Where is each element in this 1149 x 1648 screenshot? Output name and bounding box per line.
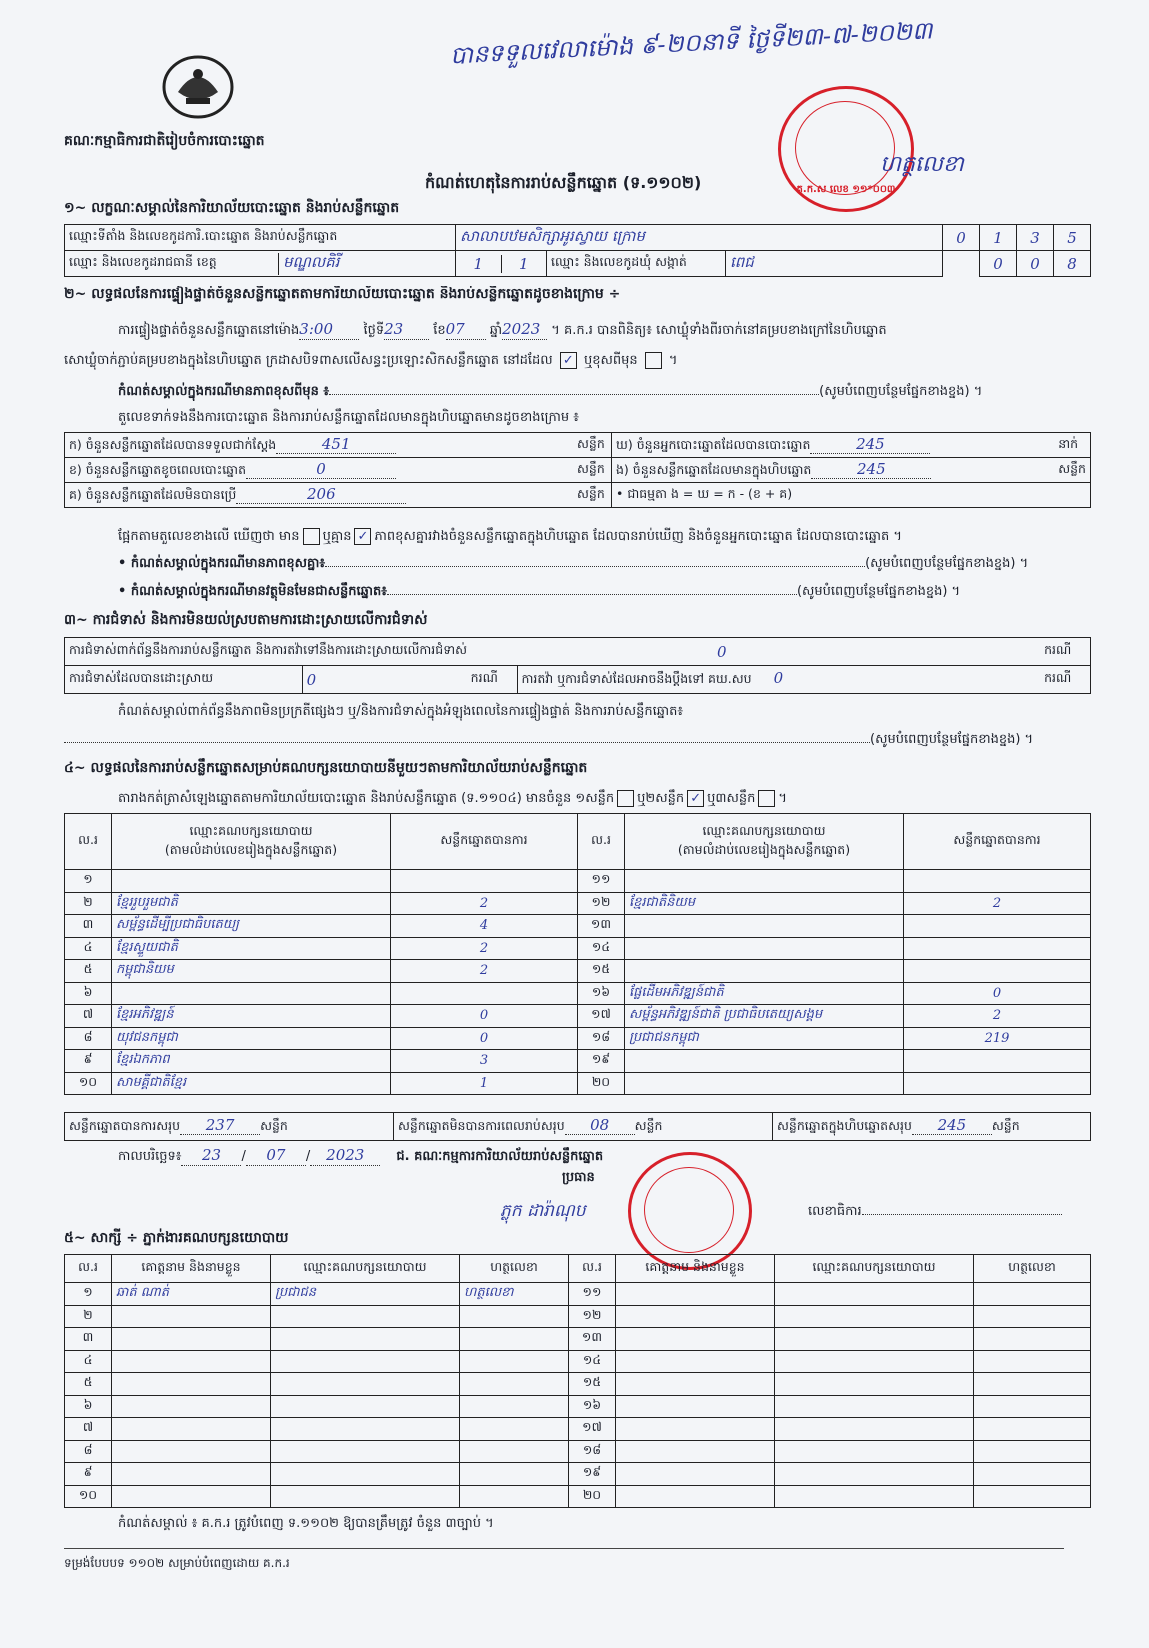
commune-name: ពេជ [726,251,943,277]
results-row [65,937,1091,960]
section5-title: ៥~ សាក្សី ÷ ភ្នាក់ងារគណបក្សនយោបាយ [64,1230,289,1246]
section4-title: ៤~ លទ្ធផលនៃការរាប់សន្លឹកឆ្នោតសម្រាប់គណបក្សនយោបាយនីមួយៗតាមការិយាល័យរាប់សន្លឹកឆ្នោត [64,760,588,776]
row-number: ១៣ [578,915,625,938]
witness-name [112,1328,271,1351]
row-number: ៥ [65,1373,112,1396]
figures-intro: តួលេខទាក់ទងនឹងការបោះឆ្នោត និងការរាប់សន្លឹកឆ្នោតដែលមានក្នុងហិបឆ្នោតមានដូចខាងក្រោម ៖ [118,410,579,425]
different-checkbox[interactable] [645,352,662,369]
row-number: ១ [65,870,112,893]
org-name: គណៈកម្មាធិការជាតិរៀបចំការបោះឆ្នោត [64,133,265,149]
party-name [625,915,904,938]
row-number: ២ [65,892,112,915]
section1-title: ១~ លក្ខណៈសម្គាល់នៃការិយាល័យបោះឆ្នោត និងរាប់សន្លឹកឆ្នោត [64,200,400,216]
party-votes [391,982,578,1005]
row-number: ១០ [65,1485,112,1508]
witness-signature [974,1395,1091,1418]
party-name: ខ្មែររួបរួមជាតិ [112,892,391,915]
party-name [112,982,391,1005]
witness-name [112,1485,271,1508]
witness-row [65,1328,1091,1351]
party-votes [904,915,1091,938]
party-votes: 2 [391,960,578,983]
witness-party [271,1485,460,1508]
formula: • ជាធម្មតា ង = ឃ = ក - (ខ + គ) [612,483,1091,508]
witness-signature [974,1373,1091,1396]
party-votes: 2 [904,892,1091,915]
row-number: ១១ [578,870,625,893]
row-number: ២ [65,1305,112,1328]
party-votes: 0 [391,1005,578,1028]
witness-name [112,1463,271,1486]
party-name: សម្ព័ន្ធអភិវឌ្ឍន៍ជាតិ ប្រជាធិបតេយ្យសង្គម [625,1005,904,1028]
witness-name [112,1373,271,1396]
witness-signature [974,1418,1091,1441]
witness-row [65,1440,1091,1463]
party-votes [391,870,578,893]
party-votes: 0 [391,1027,578,1050]
resolved-count: 0 [302,666,467,694]
party-name [625,870,904,893]
chair-signature: ភ្លុក ដារ៉ាណុប [500,1201,586,1221]
witness-signature [460,1395,569,1418]
party-votes [904,960,1091,983]
commune-code-digit: 0 [980,251,1017,277]
witness-party [775,1440,974,1463]
row-number: ៦ [65,1395,112,1418]
row-number: ៤ [65,937,112,960]
row-number: ៧ [65,1418,112,1441]
results-row [65,892,1091,915]
party-votes [904,937,1091,960]
row-number: ១៧ [569,1418,616,1441]
results-row [65,870,1091,893]
witness-signature [460,1373,569,1396]
province-code-digit: 1 [518,254,529,273]
section3-title: ៣~ ការជំទាស់ និងការមិនយល់ស្របតាមការដោះស្រាយលើការជំទាស់ [64,612,428,628]
party-votes: 3 [391,1050,578,1073]
witness-party [775,1463,974,1486]
row-number: ៨ [65,1027,112,1050]
party-name: ប្រជាជនកម្ពុជា [625,1027,904,1050]
party-votes: 0 [904,982,1091,1005]
row-number: ១៦ [578,982,625,1005]
total-box-value: 245 [912,1116,992,1135]
witness-name: ឆាត់ ណាត់ [112,1283,271,1306]
party-name: សាមគ្គីជាតិខ្មែរ [112,1072,391,1095]
witness-signature [460,1485,569,1508]
witness-row [65,1485,1091,1508]
witness-signature [974,1305,1091,1328]
witness-party [271,1463,460,1486]
witness-name [112,1395,271,1418]
row-number: ៧ [65,1005,112,1028]
row-number: ៥ [65,960,112,983]
seal-check-line: សោឃ្លុំចាក់ភ្ជាប់គម្របខាងក្នុងនៃហិបឆ្នោត ក្រដាសបិទពាសលើសន្ធះប្រឡោះសិកសន្លឹកឆ្នោត នៅដដែល ✓ ឬខុសពីមុន ។ [64,353,678,368]
row-number: ៦ [65,982,112,1005]
witness-name [616,1440,775,1463]
witness-row [65,1395,1091,1418]
row-number: ៣ [65,1328,112,1351]
voters-value: 245 [810,435,930,454]
discrepancy-line: ផ្អែកតាមតួលេខខាងលើ ឃើញថា មាន ឬគ្មាន ✓ ភាពខុសគ្នារវាងចំនួនសន្លឹកឆ្នោតក្នុងហិបឆ្នោត ដែលបានរាប់ឃើញ និងចំនួនអ្នកបោះឆ្នោត ដែលបានបោះឆ្នោត ។ [118,529,902,544]
witness-table: ល.រ គោត្តនាម និងនាមខ្លួន ឈ្មោះគណបក្សនយោបាយ ហត្ថលេខា ល.រ គោត្តនាម និងនាមខ្លួន ឈ្មោះគណបក្សនយោបាយ ហត្ថលេខា ១ ឆាត់ ណាត់ ប្រជាជន ហត្ថលេខា ១១ ២ ១២ ៣ ១៣ ៤ ១៤ ៥ ១៥ ៦ ១៦ ៧ ១៧ ៨ ១៨ ៩ ១៩ ១០ ២០ [64,1254,1091,1508]
witness-party [271,1328,460,1351]
witness-row [65,1418,1091,1441]
party-name: យុវជនកម្ពុជា [112,1027,391,1050]
witness-signature [974,1463,1091,1486]
section2-title: ២~ លទ្ធផលនៃការផ្ទៀងផ្ទាត់ចំនួនសន្លឹកឆ្នោតតាមការិយាល័យបោះឆ្នោត និងរាប់សន្លឹកឆ្នោតដូចខាងក្រោម ÷ [64,286,621,302]
commune-code-digit: 0 [1017,251,1054,277]
note-difference: កំណត់សម្គាល់ក្នុងករណីមានភាពខុសពីមុន ៖ (សូមបំពេញបន្ថែមផ្នែកខាងខ្នង) ។ [118,384,983,399]
witness-signature [460,1328,569,1351]
commune-code-digit: 8 [1054,251,1091,277]
note-discrepancy: • កំណត់សម្គាល់ក្នុងករណីមានភាពខុសគ្នា៖ (សូមបំពេញបន្ថែមផ្នែកខាងខ្នង) ។ [118,556,1029,571]
two-sheets-checkbox[interactable]: ✓ [687,790,704,807]
commune-label: ឈ្មោះ និងលេខកូដឃុំ សង្កាត់ [547,251,726,277]
witness-row [65,1373,1091,1396]
row-number: ១៩ [578,1050,625,1073]
witness-name [616,1373,775,1396]
party-votes: 1 [391,1072,578,1095]
results-row [65,1050,1091,1073]
witness-name [616,1350,775,1373]
total-valid-value: 237 [180,1116,260,1135]
party-votes: 2 [904,1005,1091,1028]
party-name [625,960,904,983]
witness-party [271,1373,460,1396]
official-stamp-bottom [628,1152,752,1270]
witness-party [271,1305,460,1328]
witness-signature [974,1440,1091,1463]
witness-signature [460,1418,569,1441]
party-votes [904,870,1091,893]
nec-emblem-icon [158,52,238,122]
results-row [65,982,1091,1005]
witness-name [112,1418,271,1441]
footnote: កំណត់សម្គាល់ ៖ គ.ក.រ ត្រូវបំពេញ ទ.១១០២ ឱ្យបានត្រឹមត្រូវ ចំនួន ៣ច្បាប់ ។ [118,1516,494,1531]
ballots-in-box-value: 245 [811,460,931,479]
party-votes [904,1050,1091,1073]
row-number: ១០ [65,1072,112,1095]
spoiled-value: 0 [246,460,396,479]
witness-party [271,1440,460,1463]
witness-signature [460,1305,569,1328]
party-votes: 4 [391,915,578,938]
party-name [625,937,904,960]
witness-signature [974,1350,1091,1373]
ballots-received-value: 451 [276,435,396,454]
witness-signature [460,1463,569,1486]
site-name: សាលាបឋមសិក្សាអូរស្វាយ ក្រោម [456,225,943,251]
row-number: ៩ [65,1463,112,1486]
note-foreign-objects: • កំណត់សម្គាល់ក្នុងករណីមានវត្ថុមិនមែនជាសន្លឹកឆ្នោត៖ (សូមបំពេញបន្ថែមផ្នែកខាងខ្នង) ។ [118,584,961,599]
tally-sheets-line: តារាងកត់ត្រាសំឡេងឆ្នោតតាមការិយាល័យបោះឆ្នោត និងរាប់សន្លឹកឆ្នោត (ទ.១១០៤) មានចំនួន ១សន្លឹក ឬ២សន្លឹក ✓ ឬ៣សន្លឹក ។ [118,791,787,806]
witness-name [616,1283,775,1306]
row-number: ១៦ [569,1395,616,1418]
witness-party [271,1350,460,1373]
witness-name [616,1395,775,1418]
witness-name [112,1440,271,1463]
results-table: ល.រ ឈ្មោះគណបក្សនយោបាយ (តាមលំដាប់លេខរៀងក្នុងសន្លឹកឆ្នោត) សន្លឹកឆ្នោតបានការ ល.រ ឈ្មោះគណបក្សនយោបាយ (តាមលំដាប់លេខរៀងក្នុងសន្លឹកឆ្នោត) សន្លឹកឆ្នោតបានការ ១ ១១ ២ ខ្មែររួបរួមជាតិ 2 ១២ ខ្មែរជាតិនិយម 2 ៣ សម្ព័ន្ធដើម្បីប្រជាធិបតេយ្យ 4 ១៣ ៤ ខ្មែរស្ទួយជាតិ 2 ១៤ ៥ កម្ពុជានិយម 2 ១៥ ៦ ១៦ ផ្លែដើមអភិវឌ្ឍន៍ជាតិ 0 ៧ ខ្មែរអភិវឌ្ឍន៍ 0 ១៧ សម្ព័ន្ធអភិវឌ្ឍន៍ជាតិ ប្រជាធិបតេយ្យសង្គម 2 ៨ យុវជនកម្ពុជា 0 ១៨ ប្រជាជនកម្ពុជា 219 ៩ ខ្មែរឯកភាព 3 ១៩ ១០ សាមគ្គីជាតិខ្មែរ 1 ២០ [64,813,1091,1095]
witness-name [616,1328,775,1351]
row-number: ១២ [569,1305,616,1328]
secretary-line: លេខាធិការ [808,1204,1062,1220]
witness-party [775,1328,974,1351]
row-number: ១៥ [578,960,625,983]
site-code-digit: 5 [1054,225,1091,251]
row-number: ១៨ [569,1440,616,1463]
witness-signature [974,1328,1091,1351]
row-number: ៤ [65,1350,112,1373]
witness-party [775,1350,974,1373]
row-number: ១៥ [569,1373,616,1396]
complaints-table: ការជំទាស់ពាក់ព័ន្ធនឹងការរាប់សន្លឹកឆ្នោត និងការតវ៉ាទៅនឹងការដោះស្រាយលើការជំទាស់ 0 ករណី ការជំទាស់ដែលបានដោះស្រាយ 0 ករណី ការតវ៉ា ឬការជំទាស់ដែលអាចនឹងប្តឹងទៅ គឃ.សប 0 ករណី [64,637,1091,694]
party-votes: 2 [391,892,578,915]
complaints-count: 0 [517,638,1040,666]
row-number: ១២ [578,892,625,915]
top-signature: ហត្ថលេខា [880,152,964,177]
totals-table: សន្លឹកឆ្នោតបានការសរុប 237 សន្លឹក សន្លឹកឆ្នោតមិនបានការពេលរាប់សរុប 08 សន្លឹក សន្លឹកឆ្នោតក្នុងហិបឆ្នោតសរុប 245 សន្លឹក [64,1112,1091,1141]
party-votes: 2 [391,937,578,960]
witness-row [65,1305,1091,1328]
results-row [65,1072,1091,1095]
witness-signature: ហត្ថលេខា [460,1283,569,1306]
received-note: បានទទួលវេលាម៉ោង ៩-២០នាទី ថ្ងៃទី២៣-៧-២០២៣ [449,16,934,70]
no-discrepancy-checkbox[interactable]: ✓ [354,528,371,545]
witness-signature [974,1485,1091,1508]
party-name [625,1050,904,1073]
form-reference: ទម្រង់បែបបទ ១១០២ សម្រាប់បំពេញដោយ គ.ក.រ [64,1556,290,1570]
witness-signature [460,1350,569,1373]
witness-row [65,1350,1091,1373]
witness-party [775,1283,974,1306]
party-name: ខ្មែរជាតិនិយម [625,892,904,915]
three-sheets-checkbox[interactable] [758,790,775,807]
province-label: ឈ្មោះ និងលេខកូដរាជធានី ខេត្ត [65,253,279,275]
party-name: ផ្លែដើមអភិវឌ្ឍន៍ជាតិ [625,982,904,1005]
row-number: ២០ [569,1485,616,1508]
witness-signature [974,1283,1091,1306]
verification-line: ការផ្ទៀងផ្ទាត់ចំនួនសន្លឹកឆ្នោតនៅម៉ោង3:00 ថ្ងៃទី23 ខែ07 ឆ្នាំ2023 ។ គ.ក.រ បានពិនិត្យ៖ សោឃ្លុំទាំងពីរចាក់នៅគម្របខាងក្រៅនៃហិបឆ្នោត [118,320,887,338]
party-votes [904,1072,1091,1095]
official-stamp-top: គ.ក.ស លេខ ១១*០០៣ [778,86,914,212]
party-name: សម្ព័ន្ធដើម្បីប្រជាធិបតេយ្យ [112,915,391,938]
witness-name [616,1305,775,1328]
row-number: ១ [65,1283,112,1306]
unused-value: 206 [236,485,406,504]
date-line: កាលបរិច្ឆេទ៖ 23 / 07 / 2023 ជ. គណៈកម្មការការិយាល័យរាប់សន្លឹកឆ្នោត [118,1146,604,1164]
one-sheet-checkbox[interactable] [617,790,634,807]
witness-name [112,1350,271,1373]
chair-title: ប្រធាន [562,1170,595,1185]
witness-row [65,1283,1091,1306]
witness-party [271,1418,460,1441]
section1-table [64,224,1091,277]
party-name: ខ្មែរអភិវឌ្ឍន៍ [112,1005,391,1028]
province-code-digit: 1 [456,255,501,273]
witness-party [271,1395,460,1418]
form-title: កំណត់ហេតុនៃការរាប់សន្លឹកឆ្នោត (ទ.១១០២) [425,173,702,192]
has-discrepancy-checkbox[interactable] [303,528,320,545]
results-row [65,1027,1091,1050]
site-code-digit: 0 [943,225,980,251]
site-code-digit: 3 [1017,225,1054,251]
row-number: ៨ [65,1440,112,1463]
province-name: មណ្ឌលគិរី [283,252,340,271]
row-number: ៩ [65,1050,112,1073]
witness-row [65,1463,1091,1486]
witness-party [775,1418,974,1441]
witness-party [775,1373,974,1396]
witness-name [616,1463,775,1486]
results-row [65,915,1091,938]
appeal-count: 0 [773,669,784,687]
party-name [625,1072,904,1095]
row-number: ១៣ [569,1328,616,1351]
note-irregularities-fill: (សូមបំពេញបន្ថែមផ្នែកខាងខ្នង) ។ [64,732,1033,748]
witness-signature [460,1440,569,1463]
row-number: ១៧ [578,1005,625,1028]
row-number: ១៤ [569,1350,616,1373]
witness-name [616,1485,775,1508]
row-number: ៣ [65,915,112,938]
witness-party [775,1305,974,1328]
row-number: ១៩ [569,1463,616,1486]
witness-party: ប្រជាជន [271,1283,460,1306]
total-invalid-value: 08 [565,1116,635,1135]
results-row [65,1005,1091,1028]
party-name: ខ្មែរឯកភាព [112,1050,391,1073]
same-checkbox[interactable]: ✓ [560,352,577,369]
witness-party [775,1395,974,1418]
row-number: ១១ [569,1283,616,1306]
results-row [65,960,1091,983]
ballot-figures-table: ក) ចំនួនសន្លឹកឆ្នោតដែលបានទទួលជាក់ស្តែង 451 សន្លឹក ឃ) ចំនួនអ្នកបោះឆ្នោតដែលបានបោះឆ្នោត 245 នាក់ ខ) ចំនួនសន្លឹកឆ្នោតខូចពេលបោះឆ្នោត 0 សន្លឹក ង) ចំនួនសន្លឹកឆ្នោតដែលមានក្នុងហិបឆ្នោត 245 សន្លឹក គ) ចំនួនសន្លឹកឆ្នោតដែលមិនបានប្រើ 206 សន្លឹក • ជាធម្មតា ង = ឃ = ក - (ខ + គ) [64,432,1091,508]
witness-party [775,1485,974,1508]
row-number: ១៨ [578,1027,625,1050]
site-label: ឈ្មោះទីតាំង និងលេខកូដការិ.បោះឆ្នោត និងរាប់សន្លឹកឆ្នោត [65,225,456,251]
site-code-digit: 1 [980,225,1017,251]
row-number: ១៤ [578,937,625,960]
party-name: កម្ពុជានិយម [112,960,391,983]
row-number: ២០ [578,1072,625,1095]
witness-name [616,1418,775,1441]
witness-name [112,1305,271,1328]
party-name: ខ្មែរស្ទួយជាតិ [112,937,391,960]
note-irregularities: កំណត់សម្គាល់ពាក់ព័ន្ធនឹងភាពមិនប្រក្រតីផ្សេងៗ ឬ/និងការជំទាស់ក្នុងអំឡុងពេលនៃការផ្ទៀងផ្ទាត់ និងការរាប់សន្លឹកឆ្នោត៖ [118,704,684,719]
party-name [112,870,391,893]
party-votes: 219 [904,1027,1091,1050]
